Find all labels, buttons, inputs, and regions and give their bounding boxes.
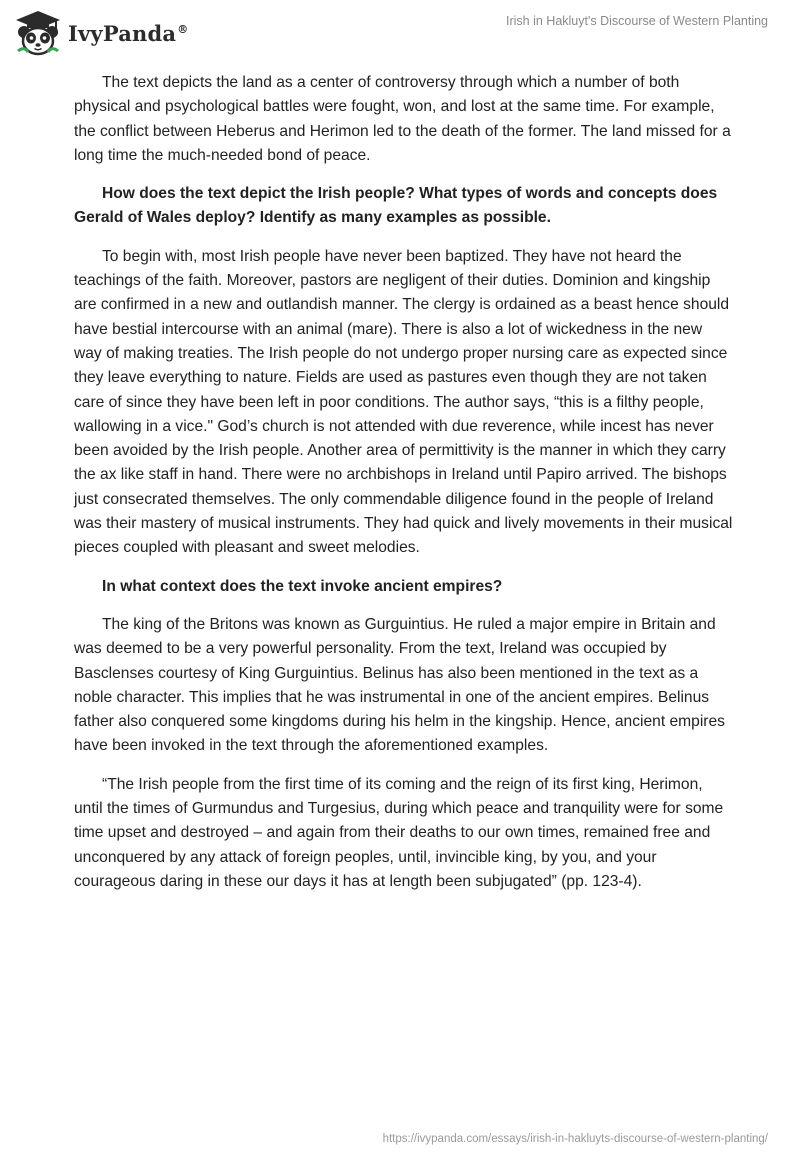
ivypanda-logo[interactable]: [14, 10, 188, 56]
registered-mark: ®: [177, 22, 189, 36]
document-title: Irish in Hakluyt's Discourse of Western Planting: [506, 14, 768, 28]
source-url[interactable]: https://ivypanda.com/essays/irish-in-hakluyts-discourse-of-western-planting/: [382, 1133, 768, 1145]
body-paragraph: The text depicts the land as a center of controversy through which a number of both physical and psychological battles were fought, won, and lost at the same time. For example, the conflict between Heberus and Herimon led to the death of the former. The land missed for a long time the much-needed bond of peace.: [74, 74, 731, 164]
body-paragraph: The king of the Britons was known as Gurguintius. He ruled a major empire in Britain and was deemed to be a very powerful personality. From the text, Ireland was occupied by Basclenses courtesy of King Gurguintius. Belinus has also been mentioned in the text as a noble character. This implies that he was instrumental in one of the ancient empires. Belinus father also conquered some kingdoms during his helm in the kingship. Hence, ancient empires have been invoked in the text through the aforementioned examples.: [74, 615, 725, 755]
question-heading: In what context does the text invoke ancient empires?: [102, 577, 503, 595]
panda-graduation-cap-icon: [14, 10, 62, 56]
page-header: [0, 0, 800, 70]
question-heading: How does the text depict the Irish people? What types of words and concepts does Gerald of Wales deploy? Identify as many examples as possible.: [74, 185, 718, 227]
brand-name: IvyPanda®: [68, 20, 189, 46]
essay-body: [74, 71, 734, 894]
body-paragraph: To begin with, most Irish people have never been baptized. They have not heard the teachings of the faith. Moreover, pastors are negligent of their duties. Dominion and kingship are confirmed in a new and outlandish manner. The clergy is ordained as a beast hence should have bestial intercourse with an animal (mare). There is also a lot of wickedness in the new way of making treaties. The Irish people do not undergo proper nursing care as expected since they leave everything to nature. Fields are used as pastures even though they are not taken care of since they have been left in poor conditions. The author says, “this is a filthy people, wallowing in a vice." God’s church is not attended with due reverence, while incest has never been avoided by the Irish people. Another area of permittivity is the manner in which they carry the ax like staff in hand. There were no archbishops in Ireland until Papiro arrived. The bishops just consecrated themselves. The only commendable diligence found in the people of Ireland was their mastery of musical instruments. They had quick and lively movements in their musical pieces coupled with pleasant and sweet melodies.: [74, 247, 733, 557]
quote-paragraph: “The Irish people from the first time of its coming and the reign of its first king, Herimon, until the times of Gurmundus and Turgesius, during which peace and tranquility were for some time upset and destroyed – and again from their deaths to our own times, remained free and unconquered by any attack of foreign peoples, until, invincible king, by you, and your courageous daring in these our days it has at length been subjugated” (pp. 123-4).: [74, 775, 724, 890]
